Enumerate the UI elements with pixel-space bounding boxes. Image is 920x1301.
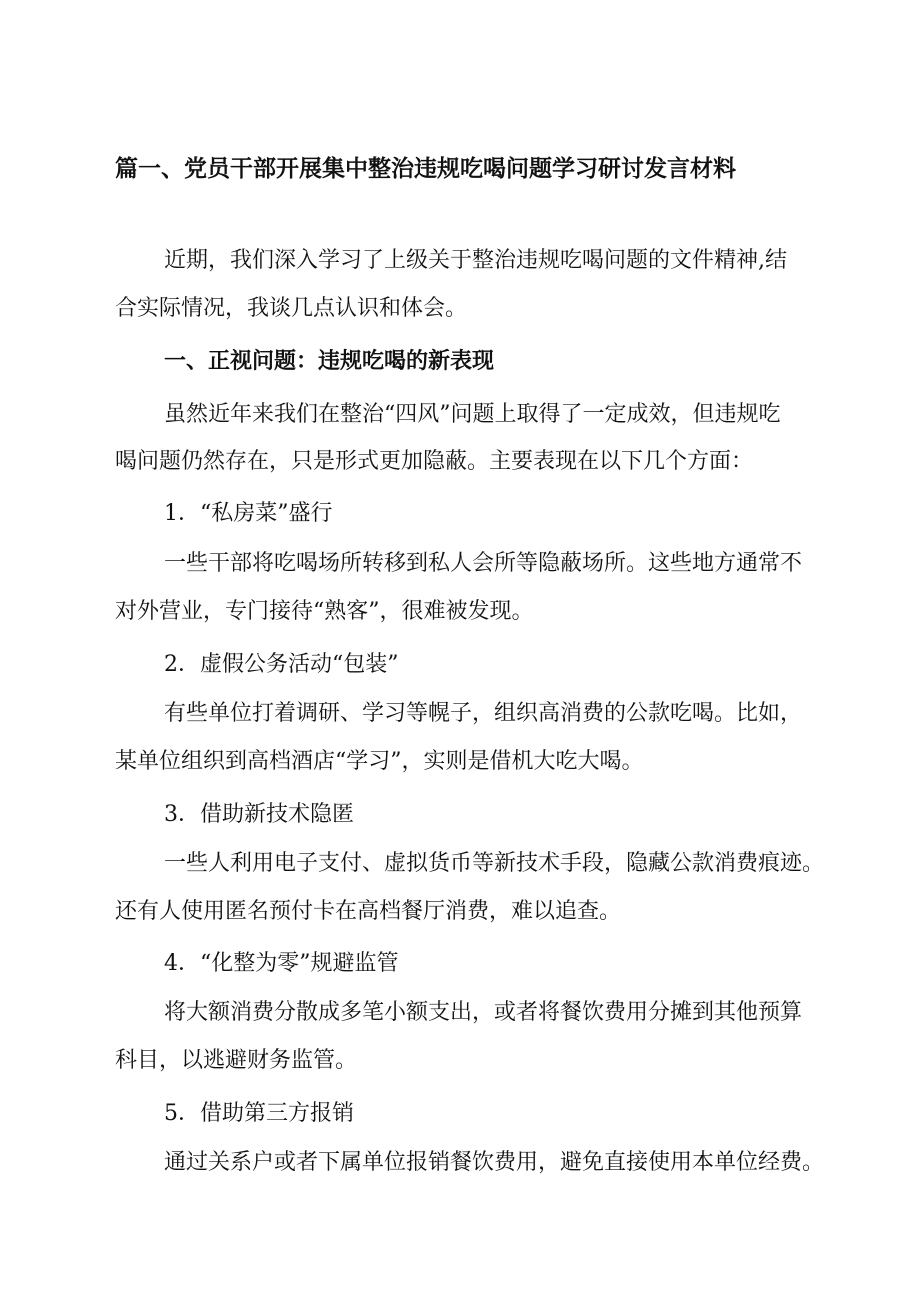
item-1-line-2: 对外营业，专门接待“熟客”，很难被发现。 — [115, 599, 534, 624]
section-lead-line-1: 虽然近年来我们在整治“四风”问题上取得了一定成效，但违规吃 — [164, 402, 781, 427]
item-3-title: 3．借助新技术隐匿 — [164, 802, 354, 827]
document-title: 篇一、党员干部开展集中整治违规吃喝问题学习研讨发言材料 — [115, 156, 736, 182]
item-3-line-1: 一些人利用电子支付、虚拟货币等新技术手段，隐藏公款消费痕迹。 — [164, 851, 825, 876]
item-4-title: 4．“化整为零”规避监管 — [164, 951, 399, 976]
item-3-line-2: 还有人使用匿名预付卡在高档餐厅消费，难以追查。 — [115, 899, 622, 924]
item-1-line-1: 一些干部将吃喝场所转移到私人会所等隐蔽场所。这些地方通常不 — [164, 551, 803, 576]
item-2-line-2: 某单位组织到高档酒店“学习”，实则是借机大吃大喝。 — [115, 749, 644, 774]
section-heading: 一、正视问题：违规吃喝的新表现 — [164, 349, 495, 374]
intro-line-1: 近期，我们深入学习了上级关于整治违规吃喝问题的文件精神,结 — [164, 248, 787, 273]
item-2-title: 2．虚假公务活动“包装” — [164, 652, 399, 677]
intro-line-2: 合实际情况，我谈几点认识和体会。 — [115, 296, 468, 321]
item-2-line-1: 有些单位打着调研、学习等幌子，组织高消费的公款吃喝。比如， — [164, 701, 803, 726]
item-1-title: 1．“私房菜”盛行 — [164, 501, 333, 526]
item-4-line-2: 科目，以逃避财务监管。 — [115, 1048, 358, 1073]
section-lead-line-2: 喝问题仍然存在，只是形式更加隐蔽。主要表现在以下几个方面： — [115, 449, 754, 474]
item-5-line-1: 通过关系户或者下属单位报销餐饮费用，避免直接使用本单位经费。 — [164, 1150, 825, 1175]
item-5-title: 5．借助第三方报销 — [164, 1101, 354, 1126]
item-4-line-1: 将大额消费分散成多笔小额支出，或者将餐饮费用分摊到其他预算 — [164, 1000, 803, 1025]
